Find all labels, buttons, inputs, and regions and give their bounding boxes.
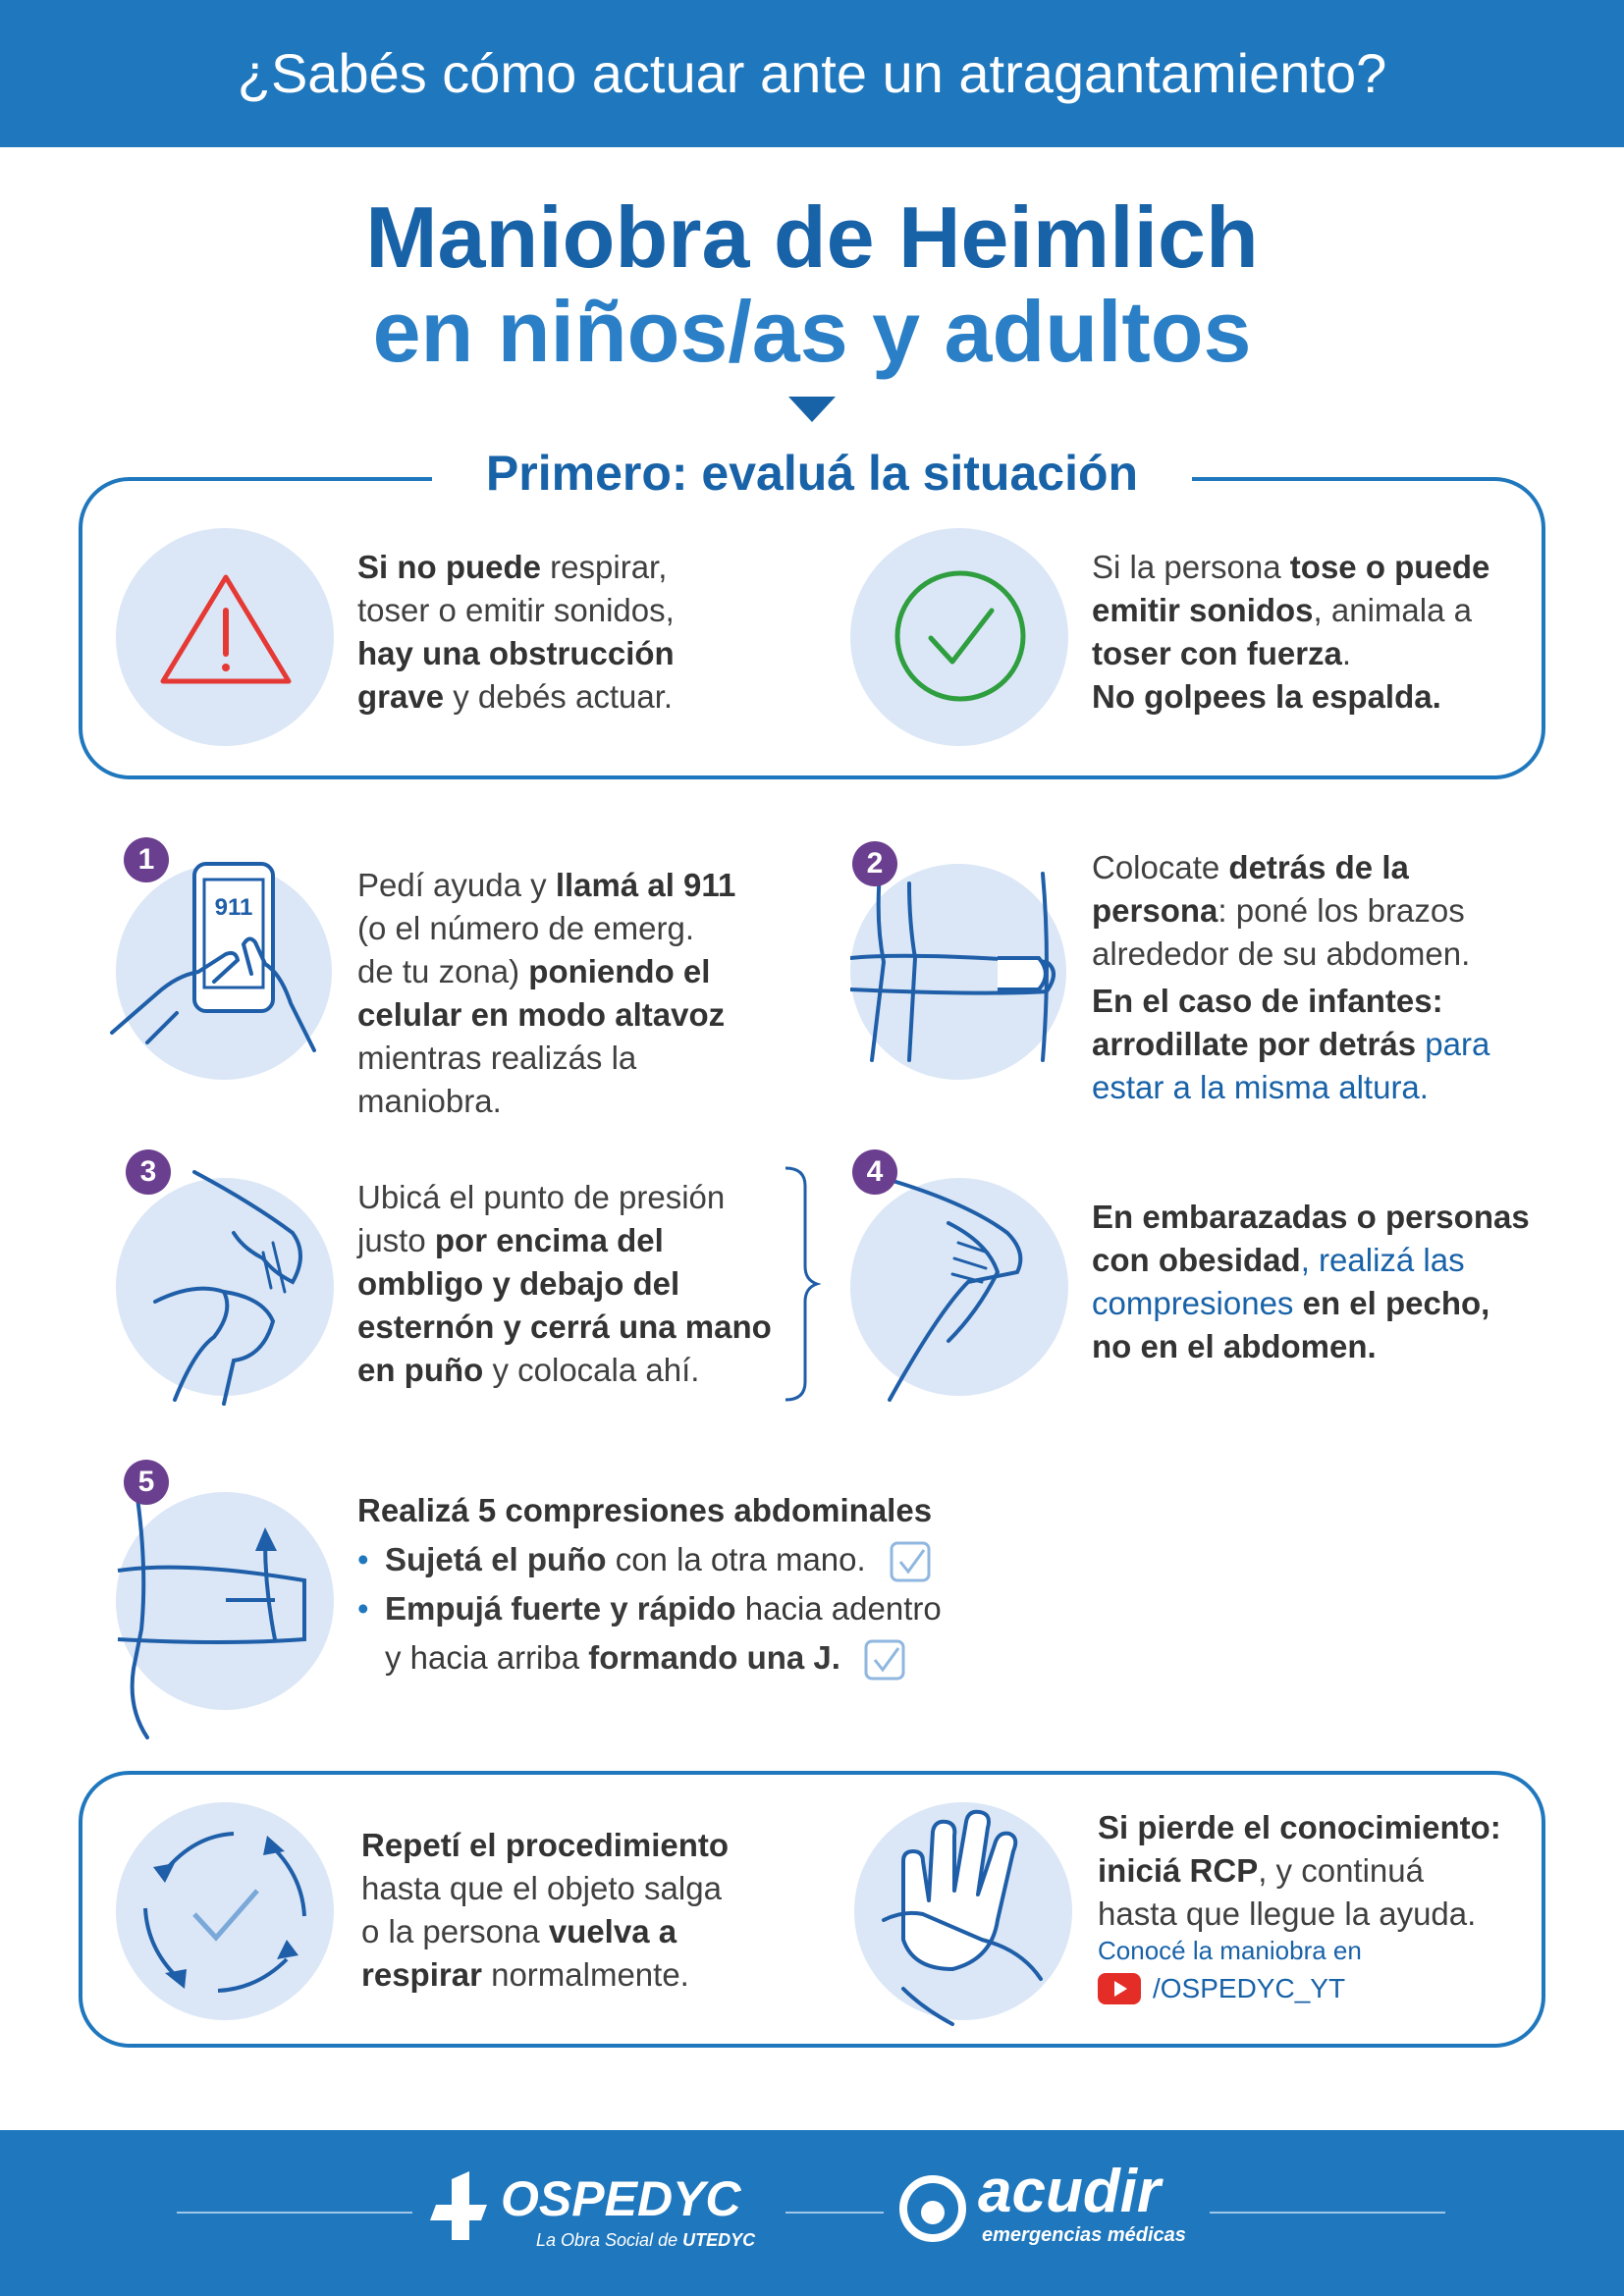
- behind-person-icon: [850, 864, 1076, 1080]
- checkbox-icon: [863, 1638, 906, 1682]
- abdominal-thrust-icon: [108, 1492, 344, 1747]
- final-right-text: Si pierde el conocimiento: iniciá RCP, y continuá hasta que llegue la ayuda.: [1098, 1809, 1501, 1932]
- step4-text: En embarazadas o personas con obesidad, realizá las compresiones en el pecho, no en el abdomen.: [1092, 1199, 1530, 1364]
- youtube-icon[interactable]: [1098, 1973, 1141, 2004]
- chevron-down-icon: [788, 397, 836, 422]
- bracket-icon: [782, 1166, 821, 1402]
- step5-heading: Realizá 5 compresiones abdominales: [357, 1492, 933, 1528]
- svg-text:911: 911: [214, 894, 253, 921]
- step1-text: Pedí ayuda y llamá al 911 (o el número de emerg. de tu zona) poniendo el celular en modo altavoz mientras realizás la maniobra.: [357, 867, 736, 1119]
- footer-divider: [785, 2212, 884, 2214]
- final-left-text: Repetí el procedimiento hasta que el objeto salga o la persona vuelva a respirar normalmente.: [361, 1827, 730, 1993]
- step3-badge: 3: [126, 1149, 171, 1195]
- assess-heading: Primero: evaluá la situación: [432, 444, 1192, 503]
- youtube-link[interactable]: /OSPEDYC_YT: [1153, 1973, 1346, 2003]
- acudir-tagline: emergencias médicas: [982, 2224, 1186, 2246]
- assess-right-text: Si la persona tose o puede emitir sonidos, animala a toser con fuerza. No golpees la espalda.: [1092, 549, 1490, 715]
- step3-text: Ubicá el punto de presión justo por encima del ombligo y debajo del esternón y cerrá una mano en puño y colocala ahí.: [357, 1179, 772, 1388]
- assess-left-text: Si no puede respirar, toser o emitir sonidos, hay una obstrucción grave y debés actuar.: [357, 549, 675, 715]
- acudir-logo-icon: [893, 2169, 982, 2248]
- list-item: • Empujá fuerte y rápido hacia adentro y hacia arriba formando una J.: [357, 1584, 996, 1682]
- warning-icon: [157, 571, 295, 689]
- checkbox-icon: [889, 1540, 932, 1583]
- ospedyc-logo: OSPEDYC: [501, 2171, 741, 2226]
- fist-icon: [116, 1164, 342, 1410]
- repeat-icon: [126, 1812, 324, 2010]
- step4-badge: 4: [852, 1149, 897, 1195]
- step2-text: Colocate detrás de la persona: poné los brazos alrededor de su abdomen. En el caso de infantes: arrodillate por detrás para estar a la misma altura.: [1092, 849, 1490, 1105]
- phone-call-icon: [108, 856, 334, 1062]
- step1-badge: 1: [124, 837, 169, 882]
- acudir-logo: acudir: [978, 2158, 1162, 2225]
- ospedyc-tagline: La Obra Social de UTEDYC: [536, 2230, 756, 2250]
- title-line-1: Maniobra de Heimlich: [365, 188, 1259, 286]
- ospedyc-logo-icon: [422, 2165, 501, 2244]
- video-prompt: Conocé la maniobra en: [1098, 1936, 1362, 1965]
- banner-question: ¿Sabés cómo actuar ante un atragantamiento?: [237, 42, 1387, 104]
- check-icon: [892, 567, 1029, 705]
- step5-badge: 5: [124, 1460, 169, 1505]
- title-line-2: en niños/as y adultos: [372, 283, 1252, 380]
- step5-content: [357, 1486, 996, 1682]
- step2-badge: 2: [852, 841, 897, 886]
- footer-divider: [1210, 2212, 1445, 2214]
- cpr-hands-icon: [864, 1792, 1070, 2028]
- footer-divider: [177, 2212, 412, 2214]
- chest-compression-icon: [850, 1164, 1076, 1410]
- list-item: • Sujetá el puño con la otra mano.: [357, 1535, 996, 1584]
